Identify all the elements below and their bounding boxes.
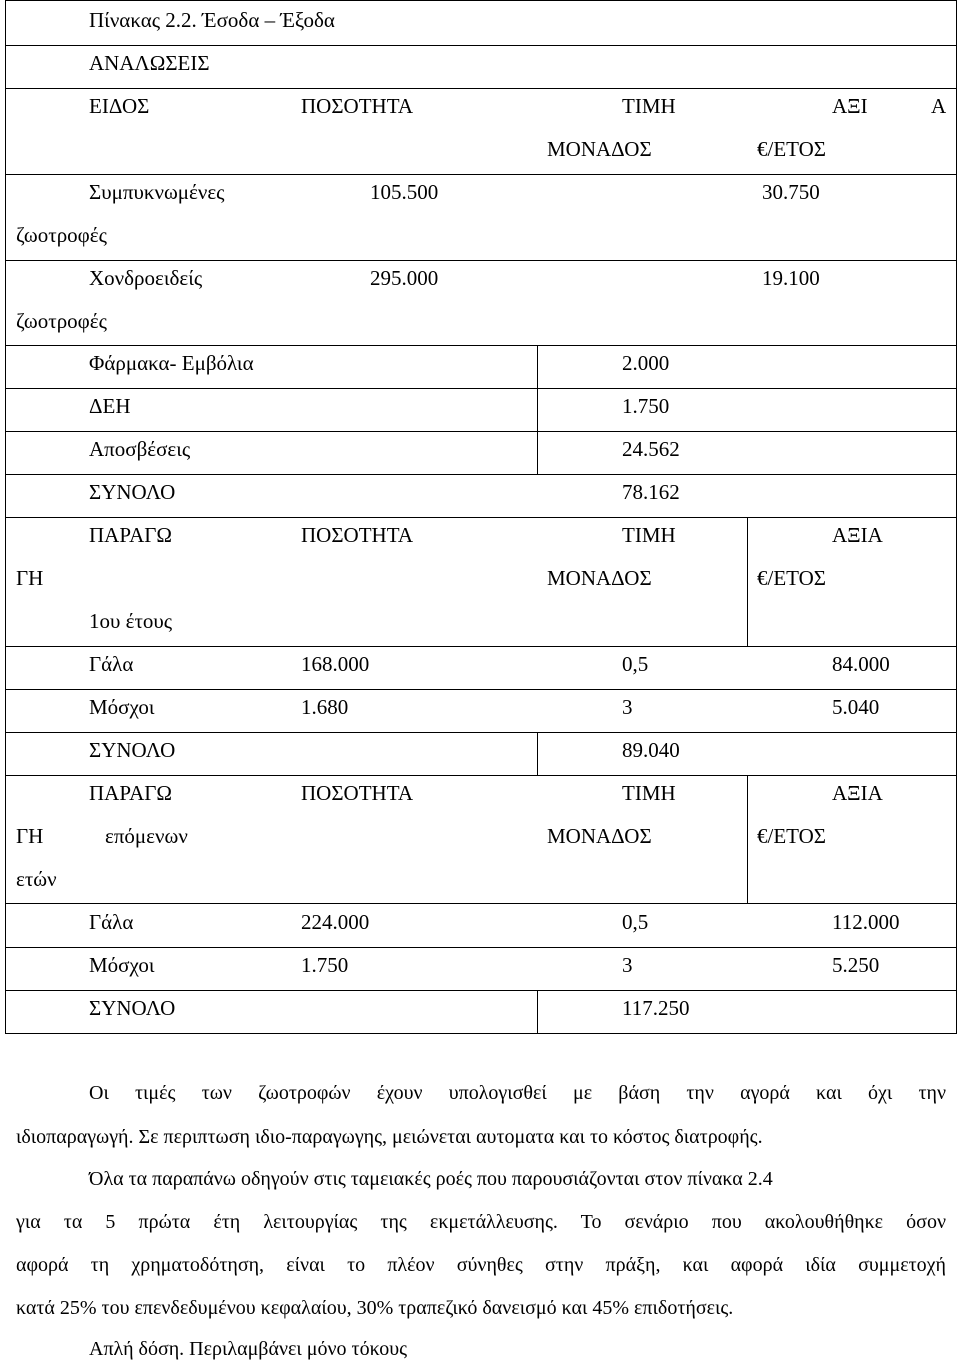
row-line: [5, 474, 957, 475]
production-header-price: ΤΙΜΗ: [622, 523, 676, 547]
expense-kind: Φάρμακα- Εμβόλια: [89, 351, 254, 375]
row-line: [5, 517, 957, 518]
row-line: [5, 45, 957, 46]
production-next-header-qty: ΠΟΣΟΤΗΤΑ: [301, 781, 414, 805]
header-qty: ΠΟΣΟΤΗΤΑ: [301, 94, 414, 118]
expense-kind: Αποσβέσεις: [89, 437, 191, 461]
production-next-header-kind: ΠΑΡΑΓΩ: [89, 781, 173, 805]
section-label: ΑΝΑΛΩΣΕΙΣ: [89, 51, 210, 75]
row-line: [5, 260, 957, 261]
header-kind: ΕΙΔΟΣ: [89, 94, 150, 118]
row-line: [5, 732, 957, 733]
production-header-value: ΑΞΙΑ: [832, 523, 883, 547]
paragraph-line: Όλα τα παραπάνω οδηγούν στις ταμειακές ροές που παρουσιάζονται στον πίνακα 2.4: [89, 1168, 773, 1190]
production-header-kind: ΠΑΡΑΓΩ: [89, 523, 173, 547]
paragraph-simple-installment: Απλή δόση. Περιλαμβάνει μόνο τόκους: [89, 1338, 408, 1360]
row-line: [5, 88, 957, 89]
row-line: [5, 345, 957, 346]
expense-value: 24.562: [622, 437, 680, 461]
production-value: 84.000: [832, 652, 890, 676]
production-value: 5.040: [832, 695, 880, 719]
expense-kind: Συμπυκνωμένες: [89, 180, 225, 204]
expense-value: 1.750: [622, 394, 670, 418]
header-price: ΤΙΜΗ: [622, 94, 676, 118]
row-line: [5, 990, 957, 991]
expense-qty: 295.000: [370, 266, 439, 290]
row-line: [5, 174, 957, 175]
col-line: [747, 775, 748, 903]
table-border-top: [5, 0, 957, 1]
production-kind: Γάλα: [89, 652, 134, 676]
production-next-kind: Γάλα: [89, 910, 134, 934]
production-qty: 168.000: [301, 652, 370, 676]
production-next-price: 3: [622, 953, 633, 977]
production-next-value: 112.000: [832, 910, 900, 934]
production-header-qty: ΠΟΣΟΤΗΤΑ: [301, 523, 414, 547]
production-header-value-unit: €/ΕΤΟΣ: [757, 566, 826, 590]
row-line: [5, 689, 957, 690]
production-price: 0,5: [622, 652, 649, 676]
paragraph-line: αφορά τη χρηματοδότηση, είναι το πλέον σύνηθες στην πράξη, και αφορά ιδία συμμετοχή: [16, 1254, 946, 1276]
expense-value: 2.000: [622, 351, 670, 375]
row-line: [5, 646, 957, 647]
col-line: [537, 990, 538, 1034]
production-header-kind-cont: ΓΗ: [16, 566, 44, 590]
production-qty: 1.680: [301, 695, 349, 719]
production-price: 3: [622, 695, 633, 719]
expense-total: 78.162: [622, 480, 680, 504]
production-next-total-label: ΣΥΝΟΛΟ: [89, 996, 176, 1020]
col-line: [537, 345, 538, 474]
production-next-kind: Μόσχοι: [89, 953, 155, 977]
expense-value: 19.100: [762, 266, 820, 290]
expense-total-label: ΣΥΝΟΛΟ: [89, 480, 176, 504]
paragraph-line: για τα 5 πρώτα έτη λειτουργίας της εκμετάλλευσης. Το σενάριο που ακολουθήθηκε όσον: [16, 1211, 946, 1233]
production-kind: Μόσχοι: [89, 695, 155, 719]
production-next-header-kind-next: επόμενων: [105, 824, 188, 848]
header-price-unit: ΜΟΝΑΔΟΣ: [547, 137, 652, 161]
production-header-price-unit: ΜΟΝΑΔΟΣ: [547, 566, 652, 590]
production-header-period: 1ου έτους: [89, 609, 173, 633]
production-next-value: 5.250: [832, 953, 880, 977]
row-line: [5, 947, 957, 948]
production-next-price: 0,5: [622, 910, 649, 934]
production-next-header-value-unit: €/ΕΤΟΣ: [757, 824, 826, 848]
paragraph-line: κατά 25% του επενδεδυμένου κεφαλαίου, 30% τραπεζικό δανεισμό και 45% επιδοτήσεις.: [16, 1297, 734, 1319]
expense-kind-cont: ζωοτροφές: [16, 309, 107, 333]
production-next-qty: 224.000: [301, 910, 370, 934]
production-next-header-price-unit: ΜΟΝΑΔΟΣ: [547, 824, 652, 848]
col-line: [747, 517, 748, 646]
paragraph-line: ιδιοπαραγωγή. Σε περιπτωση ιδιο-παραγωγης, μειώνεται αυτοματα και το κόστος διατροφής.: [16, 1126, 763, 1148]
production-next-header-kind-cont: ΓΗ: [16, 824, 44, 848]
expense-qty: 105.500: [370, 180, 439, 204]
header-value: ΑΞΙ: [832, 94, 868, 118]
production-next-qty: 1.750: [301, 953, 349, 977]
expense-kind: ΔΕΗ: [89, 394, 131, 418]
header-value-suffix: Α: [931, 94, 947, 118]
header-value-unit: €/ΕΤΟΣ: [757, 137, 826, 161]
row-line: [5, 775, 957, 776]
expense-kind-cont: ζωοτροφές: [16, 223, 107, 247]
row-line: [5, 903, 957, 904]
expense-value: 30.750: [762, 180, 820, 204]
production-next-total: 117.250: [622, 996, 690, 1020]
production-next-header-period: ετών: [16, 867, 57, 891]
col-line: [537, 732, 538, 775]
paragraph-line: Οι τιμές των ζωοτροφών έχουν υπολογισθεί με βάση την αγορά και όχι την: [89, 1082, 946, 1104]
production-total-label: ΣΥΝΟΛΟ: [89, 738, 176, 762]
production-total: 89.040: [622, 738, 680, 762]
row-line: [5, 388, 957, 389]
table-border-bottom: [5, 1033, 957, 1034]
production-next-header-value: ΑΞΙΑ: [832, 781, 883, 805]
row-line: [5, 431, 957, 432]
table-title: Πίνακας 2.2. Έσοδα – Έξοδα: [89, 8, 335, 32]
production-next-header-price: ΤΙΜΗ: [622, 781, 676, 805]
expense-kind: Χονδροειδείς: [89, 266, 203, 290]
